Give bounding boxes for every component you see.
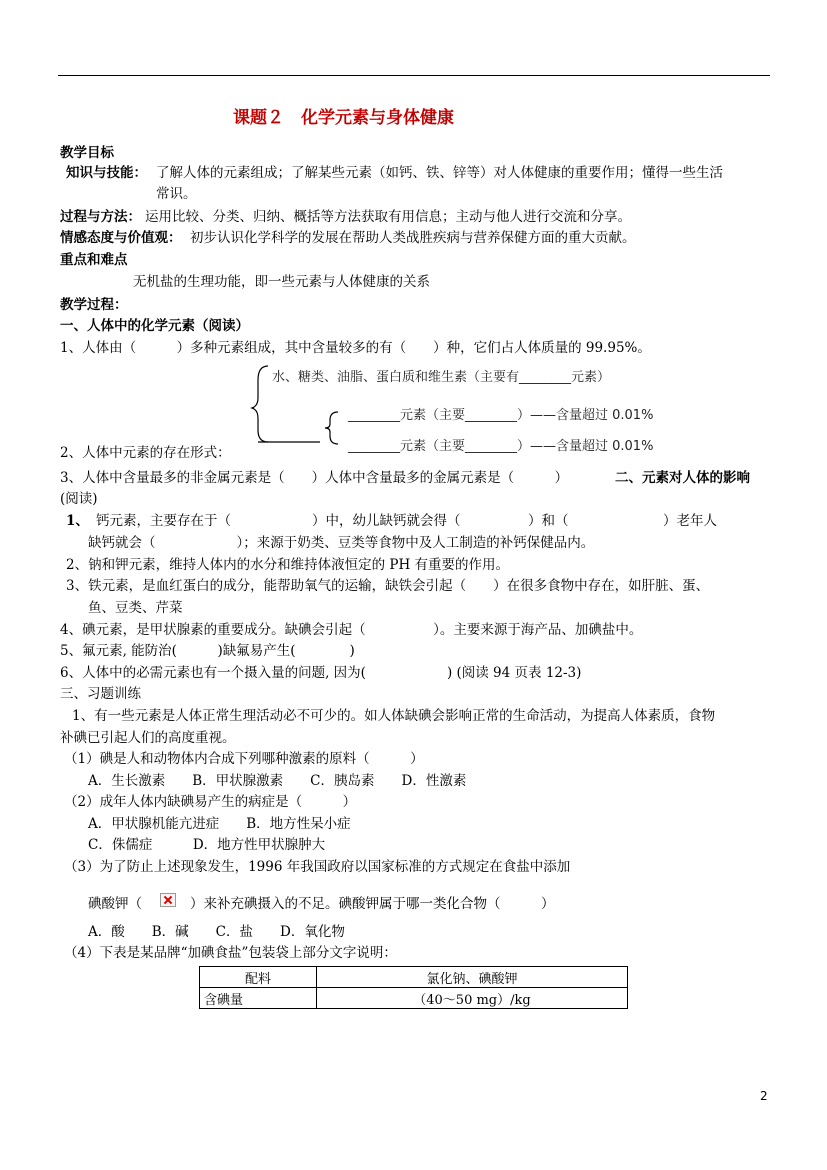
section-3-heading: 三、习题训练 bbox=[60, 686, 141, 702]
exercise-q3-options: A．酸 B．碱 C．盐 D．氧化物 bbox=[88, 924, 345, 940]
exercise-q2: （2）成年人体内缺碘易产生的病症是（ ） bbox=[64, 794, 357, 810]
item-calcium: 钙元素，主要存在于（ ）中，幼儿缺钙就会得（ ）和（ ）老年人 bbox=[96, 513, 717, 529]
question-1: 1、人体由（ ）多种元素组成，其中含量较多的有（ ）种，它们占人体质量的 99.95%。 bbox=[60, 340, 651, 356]
exercise-q2-options-a: A．甲状腺机能亢进症 B．地方性呆小症 bbox=[88, 816, 351, 832]
item-intake: 6、人体中的必需元素也有一个摄入量的问题, 因为( ) (阅读 94 页表 12-3) bbox=[60, 665, 582, 681]
label-knowledge: 知识与技能： bbox=[66, 165, 147, 181]
item-iron-cont: 鱼、豆类、芹菜 bbox=[88, 600, 183, 616]
exercise-q4: （4）下表是某品牌“加碘食盐”包装袋上部分文字说明： bbox=[64, 945, 397, 961]
diagram-row2-label: ________元素（主要________）——含量超过 0.01% bbox=[348, 439, 654, 454]
heading-process: 教学过程： bbox=[60, 297, 128, 313]
exercise-q3-prefix: 碘酸钾（ bbox=[88, 896, 142, 912]
text-key-points: 无机盐的生理功能，即一些元素与人体健康的关系 bbox=[133, 274, 430, 290]
table-cell: （40～50 mg）/kg bbox=[317, 988, 628, 1009]
item-iron: 3、铁元素，是血红蛋白的成分，能帮助氧气的运输，缺铁会引起（ ）在很多食物中存在，如肝脏、蛋、 bbox=[66, 578, 710, 594]
item-1-number: 1、 bbox=[66, 513, 89, 529]
question-2: 2、人体中元素的存在形式： bbox=[60, 445, 231, 461]
table-row bbox=[200, 967, 628, 988]
exercise-intro-cont: 补碘已引起人们的高度重视。 bbox=[60, 730, 236, 746]
element-forms-diagram bbox=[250, 360, 700, 460]
broken-image-icon bbox=[160, 893, 176, 907]
text-knowledge: 了解人体的元素组成；了解某些元素（如钙、铁、锌等）对人体健康的重要作用；懂得一些生活 bbox=[156, 165, 723, 181]
table-row bbox=[200, 988, 628, 1009]
item-iodine: 4、碘元素，是甲状腺素的重要成分。缺碘会引起（ ）。主要来源于海产品、加碘盐中。 bbox=[60, 622, 643, 638]
item-calcium-cont: 缺钙就会（ ）；来源于奶类、豆类等食物中及人工制造的补钙保健品内。 bbox=[88, 535, 595, 551]
page-number: 2 bbox=[760, 1089, 768, 1103]
diagram-top-label: 水、糖类、油脂、蛋白质和维生素（主要有________元素） bbox=[272, 370, 611, 385]
label-attitude: 情感态度与价值观： bbox=[60, 230, 182, 246]
page-title: 课题２ 化学元素与身体健康 bbox=[233, 108, 454, 128]
question-3: 3、人体中含量最多的非金属元素是（ ）人体中含量最多的金属元素是（ ） bbox=[60, 470, 569, 486]
exercise-q3: （3）为了防止上述现象发生，1996 年我国政府以国家标准的方式规定在食盐中添加 bbox=[64, 859, 571, 875]
exercise-q1-options: A．生长激素 B．甲状腺激素 C．胰岛素 D．性激素 bbox=[88, 773, 467, 789]
salt-label-table bbox=[199, 966, 628, 1009]
table-cell: 含碘量 bbox=[200, 988, 317, 1009]
exercise-q3-suffix: ）来补充碘摄入的不足。碘酸钾属于哪一类化合物（ ） bbox=[190, 896, 555, 912]
section-1-heading: 一、人体中的化学元素（阅读） bbox=[60, 318, 249, 334]
exercise-q1: （1）碘是人和动物体内合成下列哪种激素的原料（ ） bbox=[64, 751, 424, 767]
exercise-q2-options-b: C．侏儒症 D．地方性甲状腺肿大 bbox=[88, 837, 326, 853]
text-attitude: 初步认识化学科学的发展在帮助人类战胜疾病与营养保健方面的重大贡献。 bbox=[190, 230, 636, 246]
heading-objectives: 教学目标 bbox=[60, 145, 114, 161]
text-knowledge-cont: 常识。 bbox=[156, 186, 197, 202]
table-cell: 氯化钠、碘酸钾 bbox=[317, 967, 628, 988]
section-2-read: (阅读) bbox=[60, 491, 98, 507]
table-cell: 配料 bbox=[200, 967, 317, 988]
diagram-row1-label: ________元素（主要________）——含量超过 0.01% bbox=[348, 408, 654, 423]
text-process: 运用比较、分类、归纳、概括等方法获取有用信息；主动与他人进行交流和分享。 bbox=[145, 209, 631, 225]
heading-key-points: 重点和难点 bbox=[60, 252, 128, 268]
item-sodium-potassium: 2、钠和钾元素，维持人体内的水分和维持体液恒定的 PH 有重要的作用。 bbox=[66, 557, 510, 573]
exercise-intro: 1、有一些元素是人体正常生理活动必不可少的。如人体缺碘会影响正常的生命活动，为提高人体素质，食物 bbox=[72, 708, 716, 724]
item-fluorine: 5、氟元素, 能防治( )缺氟易产生( ) bbox=[60, 643, 355, 659]
header-rule bbox=[58, 75, 770, 76]
section-2-heading: 二、元素对人体的影响 bbox=[615, 470, 750, 486]
label-process: 过程与方法： bbox=[60, 209, 141, 225]
